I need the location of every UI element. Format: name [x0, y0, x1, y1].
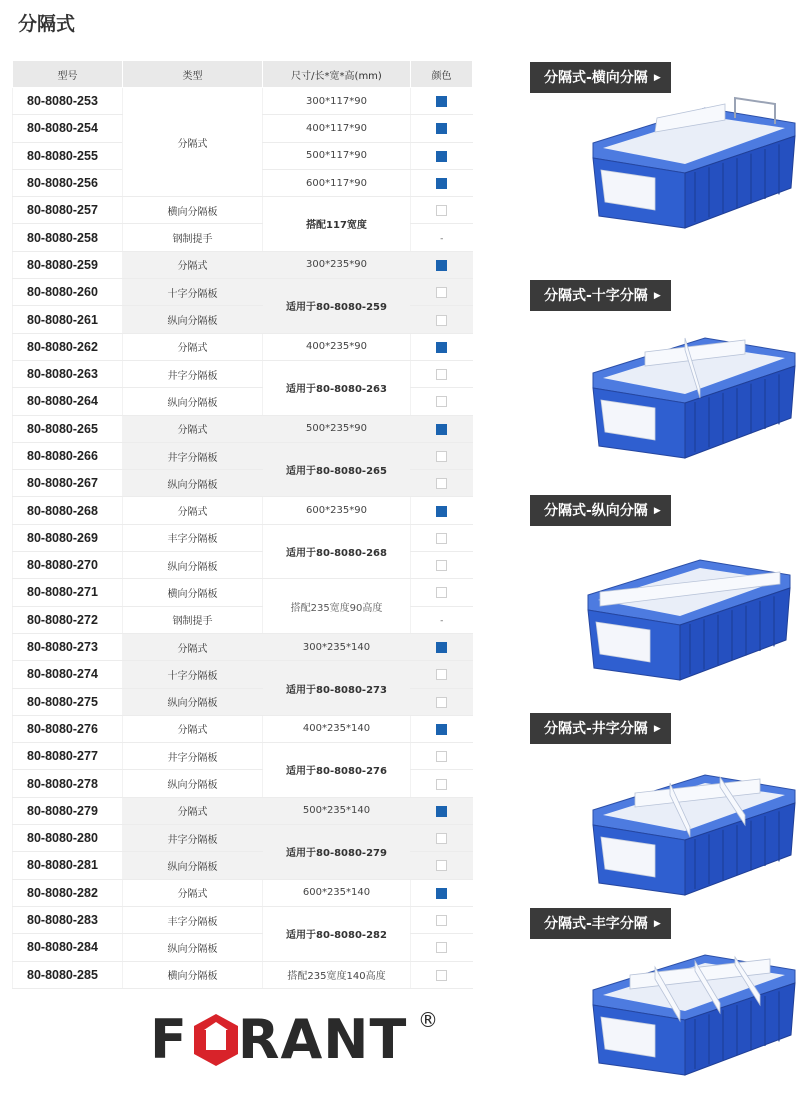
- model-cell: 80-8080-266: [13, 442, 123, 469]
- table-row: [13, 415, 473, 442]
- storage-bin-image: [585, 935, 800, 1085]
- type-cell: 井字分隔板: [123, 743, 263, 770]
- model-cell: 80-8080-262: [13, 333, 123, 360]
- table-row: [13, 88, 473, 115]
- color-cell: [411, 715, 473, 742]
- type-cell: 纵向分隔板: [123, 934, 263, 961]
- bin-label-text: 分隔式-十字分隔: [544, 288, 648, 304]
- size-cell: 适用于80-8080-273: [263, 661, 411, 716]
- storage-bin-image: [585, 318, 800, 468]
- white-color-swatch: [436, 451, 447, 462]
- bin-label: [530, 713, 671, 744]
- header-model: 型号: [13, 61, 123, 88]
- table-row: [13, 633, 473, 660]
- bin-group: [530, 713, 795, 744]
- bin-group: [530, 495, 795, 526]
- type-cell: 分隔式: [123, 333, 263, 360]
- type-cell: 井字分隔板: [123, 825, 263, 852]
- type-cell: 丰字分隔板: [123, 906, 263, 933]
- color-cell: [411, 579, 473, 606]
- page-title: 分隔式: [18, 13, 76, 35]
- forant-logo: [150, 1010, 440, 1080]
- size-cell: 适用于80-8080-276: [263, 743, 411, 798]
- size-cell: 400*235*90: [263, 333, 411, 360]
- model-cell: 80-8080-280: [13, 825, 123, 852]
- color-cell: [411, 497, 473, 524]
- type-cell: 分隔式: [123, 251, 263, 278]
- blue-color-swatch: [436, 724, 447, 735]
- blue-color-swatch: [436, 506, 447, 517]
- size-cell: 500*235*90: [263, 415, 411, 442]
- size-cell: 搭配235宽度90高度: [263, 579, 411, 634]
- color-cell: [411, 852, 473, 879]
- model-cell: 80-8080-276: [13, 715, 123, 742]
- size-cell: 适用于80-8080-279: [263, 825, 411, 880]
- size-cell: 搭配235宽度140高度: [263, 961, 411, 988]
- storage-bin-image: [585, 755, 800, 905]
- header-size: 尺寸/长*宽*高(mm): [263, 61, 411, 88]
- white-color-swatch: [436, 533, 447, 544]
- size-cell: 600*235*90: [263, 497, 411, 524]
- type-cell: 纵向分隔板: [123, 688, 263, 715]
- size-cell: 适用于80-8080-282: [263, 906, 411, 961]
- size-cell: 搭配117宽度: [263, 197, 411, 252]
- registered-mark: ®: [418, 1008, 438, 1032]
- model-cell: 80-8080-281: [13, 852, 123, 879]
- model-cell: 80-8080-277: [13, 743, 123, 770]
- model-cell: 80-8080-272: [13, 606, 123, 633]
- blue-color-swatch: [436, 260, 447, 271]
- color-cell: [411, 770, 473, 797]
- white-color-swatch: [436, 478, 447, 489]
- white-color-swatch: [436, 369, 447, 380]
- model-cell: 80-8080-279: [13, 797, 123, 824]
- play-arrow-icon: ▶: [653, 73, 661, 83]
- blue-color-swatch: [436, 96, 447, 107]
- color-cell: [411, 797, 473, 824]
- type-cell: 分隔式: [123, 715, 263, 742]
- size-cell: 适用于80-8080-265: [263, 442, 411, 497]
- model-cell: 80-8080-283: [13, 906, 123, 933]
- table-row: [13, 197, 473, 224]
- size-cell: 500*117*90: [263, 142, 411, 169]
- blue-color-swatch: [436, 178, 447, 189]
- table-row: [13, 442, 473, 469]
- table-row: [13, 661, 473, 688]
- color-cell: [411, 524, 473, 551]
- model-cell: 80-8080-255: [13, 142, 123, 169]
- no-color-dash: -: [440, 234, 444, 245]
- color-cell: [411, 825, 473, 852]
- type-cell: 分隔式: [123, 88, 263, 197]
- table-row: [13, 333, 473, 360]
- color-cell: [411, 333, 473, 360]
- blue-color-swatch: [436, 888, 447, 899]
- model-cell: 80-8080-271: [13, 579, 123, 606]
- type-cell: 分隔式: [123, 415, 263, 442]
- model-cell: 80-8080-257: [13, 197, 123, 224]
- size-cell: 300*235*90: [263, 251, 411, 278]
- table-row: [13, 279, 473, 306]
- play-arrow-icon: ▶: [653, 291, 661, 301]
- size-cell: 400*117*90: [263, 115, 411, 142]
- blue-color-swatch: [436, 151, 447, 162]
- bin-label-text: 分隔式-井字分隔: [544, 721, 648, 737]
- white-color-swatch: [436, 587, 447, 598]
- model-cell: 80-8080-264: [13, 388, 123, 415]
- play-arrow-icon: ▶: [653, 506, 661, 516]
- model-cell: 80-8080-259: [13, 251, 123, 278]
- model-cell: 80-8080-258: [13, 224, 123, 251]
- white-color-swatch: [436, 669, 447, 680]
- color-cell: [411, 470, 473, 497]
- white-color-swatch: [436, 205, 447, 216]
- type-cell: 分隔式: [123, 797, 263, 824]
- blue-color-swatch: [436, 123, 447, 134]
- color-cell: [411, 442, 473, 469]
- model-cell: 80-8080-274: [13, 661, 123, 688]
- white-color-swatch: [436, 287, 447, 298]
- type-cell: 纵向分隔板: [123, 388, 263, 415]
- no-color-dash: -: [440, 616, 444, 627]
- blue-color-swatch: [436, 424, 447, 435]
- blue-color-swatch: [436, 806, 447, 817]
- type-cell: 十字分隔板: [123, 661, 263, 688]
- color-cell: [411, 934, 473, 961]
- model-cell: 80-8080-282: [13, 879, 123, 906]
- size-cell: 500*235*140: [263, 797, 411, 824]
- logo-o-hexagon-icon: [192, 1012, 240, 1068]
- white-color-swatch: [436, 970, 447, 981]
- model-cell: 80-8080-260: [13, 279, 123, 306]
- type-cell: 分隔式: [123, 497, 263, 524]
- type-cell: 横向分隔板: [123, 961, 263, 988]
- type-cell: 纵向分隔板: [123, 770, 263, 797]
- table-row: [13, 879, 473, 906]
- bin-group: [530, 280, 795, 311]
- bin-label: [530, 495, 671, 526]
- table-row: [13, 579, 473, 606]
- size-cell: 600*235*140: [263, 879, 411, 906]
- type-cell: 横向分隔板: [123, 197, 263, 224]
- color-cell: [411, 197, 473, 224]
- size-cell: 400*235*140: [263, 715, 411, 742]
- white-color-swatch: [436, 560, 447, 571]
- bin-label-text: 分隔式-丰字分隔: [544, 916, 648, 932]
- white-color-swatch: [436, 779, 447, 790]
- white-color-swatch: [436, 396, 447, 407]
- color-cell: [411, 415, 473, 442]
- type-cell: 钢制提手: [123, 224, 263, 251]
- color-cell: [411, 661, 473, 688]
- table-body: [13, 88, 473, 989]
- color-cell: [411, 360, 473, 387]
- size-cell: 600*117*90: [263, 169, 411, 196]
- table-row: [13, 360, 473, 387]
- type-cell: 十字分隔板: [123, 279, 263, 306]
- table-row: [13, 715, 473, 742]
- header-type: 类型: [123, 61, 263, 88]
- color-cell: [411, 743, 473, 770]
- table-row: [13, 906, 473, 933]
- model-cell: 80-8080-267: [13, 470, 123, 497]
- type-cell: 纵向分隔板: [123, 306, 263, 333]
- model-cell: 80-8080-265: [13, 415, 123, 442]
- white-color-swatch: [436, 942, 447, 953]
- type-cell: 纵向分隔板: [123, 470, 263, 497]
- color-cell: [411, 879, 473, 906]
- model-cell: 80-8080-270: [13, 552, 123, 579]
- type-cell: 丰字分隔板: [123, 524, 263, 551]
- model-cell: 80-8080-253: [13, 88, 123, 115]
- white-color-swatch: [436, 915, 447, 926]
- color-cell: [411, 688, 473, 715]
- table-row: [13, 797, 473, 824]
- color-cell: [411, 552, 473, 579]
- model-cell: 80-8080-273: [13, 633, 123, 660]
- model-cell: 80-8080-263: [13, 360, 123, 387]
- blue-color-swatch: [436, 642, 447, 653]
- white-color-swatch: [436, 833, 447, 844]
- model-cell: 80-8080-278: [13, 770, 123, 797]
- type-cell: 纵向分隔板: [123, 852, 263, 879]
- spec-table: [12, 60, 473, 989]
- color-cell: [411, 388, 473, 415]
- type-cell: 钢制提手: [123, 606, 263, 633]
- white-color-swatch: [436, 697, 447, 708]
- play-arrow-icon: ▶: [653, 919, 661, 929]
- color-cell: [411, 306, 473, 333]
- color-cell: [411, 88, 473, 115]
- model-cell: 80-8080-284: [13, 934, 123, 961]
- color-cell: [411, 142, 473, 169]
- blue-color-swatch: [436, 342, 447, 353]
- bin-label-text: 分隔式-纵向分隔: [544, 503, 648, 519]
- type-cell: 纵向分隔板: [123, 552, 263, 579]
- bin-label-text: 分隔式-横向分隔: [544, 70, 648, 86]
- color-cell: [411, 251, 473, 278]
- table-row: [13, 825, 473, 852]
- model-cell: 80-8080-268: [13, 497, 123, 524]
- size-cell: 适用于80-8080-268: [263, 524, 411, 579]
- model-cell: 80-8080-261: [13, 306, 123, 333]
- play-arrow-icon: ▶: [653, 724, 661, 734]
- model-cell: 80-8080-269: [13, 524, 123, 551]
- size-cell: 适用于80-8080-263: [263, 360, 411, 415]
- table-row: [13, 251, 473, 278]
- table-header-row: [13, 61, 473, 88]
- color-cell: [411, 115, 473, 142]
- table-row: [13, 497, 473, 524]
- color-cell: [411, 224, 473, 251]
- model-cell: 80-8080-256: [13, 169, 123, 196]
- white-color-swatch: [436, 751, 447, 762]
- color-cell: [411, 169, 473, 196]
- white-color-swatch: [436, 315, 447, 326]
- size-cell: 300*117*90: [263, 88, 411, 115]
- type-cell: 井字分隔板: [123, 442, 263, 469]
- color-cell: [411, 906, 473, 933]
- logo-wordmark: F RANT: [150, 1008, 408, 1071]
- color-cell: [411, 961, 473, 988]
- size-cell: 300*235*140: [263, 633, 411, 660]
- storage-bin-image: [580, 540, 795, 690]
- type-cell: 横向分隔板: [123, 579, 263, 606]
- table-row: [13, 961, 473, 988]
- header-color: 颜色: [411, 61, 473, 88]
- table-row: [13, 743, 473, 770]
- model-cell: 80-8080-285: [13, 961, 123, 988]
- type-cell: 井字分隔板: [123, 360, 263, 387]
- model-cell: 80-8080-254: [13, 115, 123, 142]
- model-cell: 80-8080-275: [13, 688, 123, 715]
- color-cell: [411, 606, 473, 633]
- color-cell: [411, 279, 473, 306]
- white-color-swatch: [436, 860, 447, 871]
- color-cell: [411, 633, 473, 660]
- type-cell: 分隔式: [123, 879, 263, 906]
- storage-bin-image: [585, 88, 800, 238]
- bin-label: [530, 280, 671, 311]
- type-cell: 分隔式: [123, 633, 263, 660]
- size-cell: 适用于80-8080-259: [263, 279, 411, 334]
- table-row: [13, 524, 473, 551]
